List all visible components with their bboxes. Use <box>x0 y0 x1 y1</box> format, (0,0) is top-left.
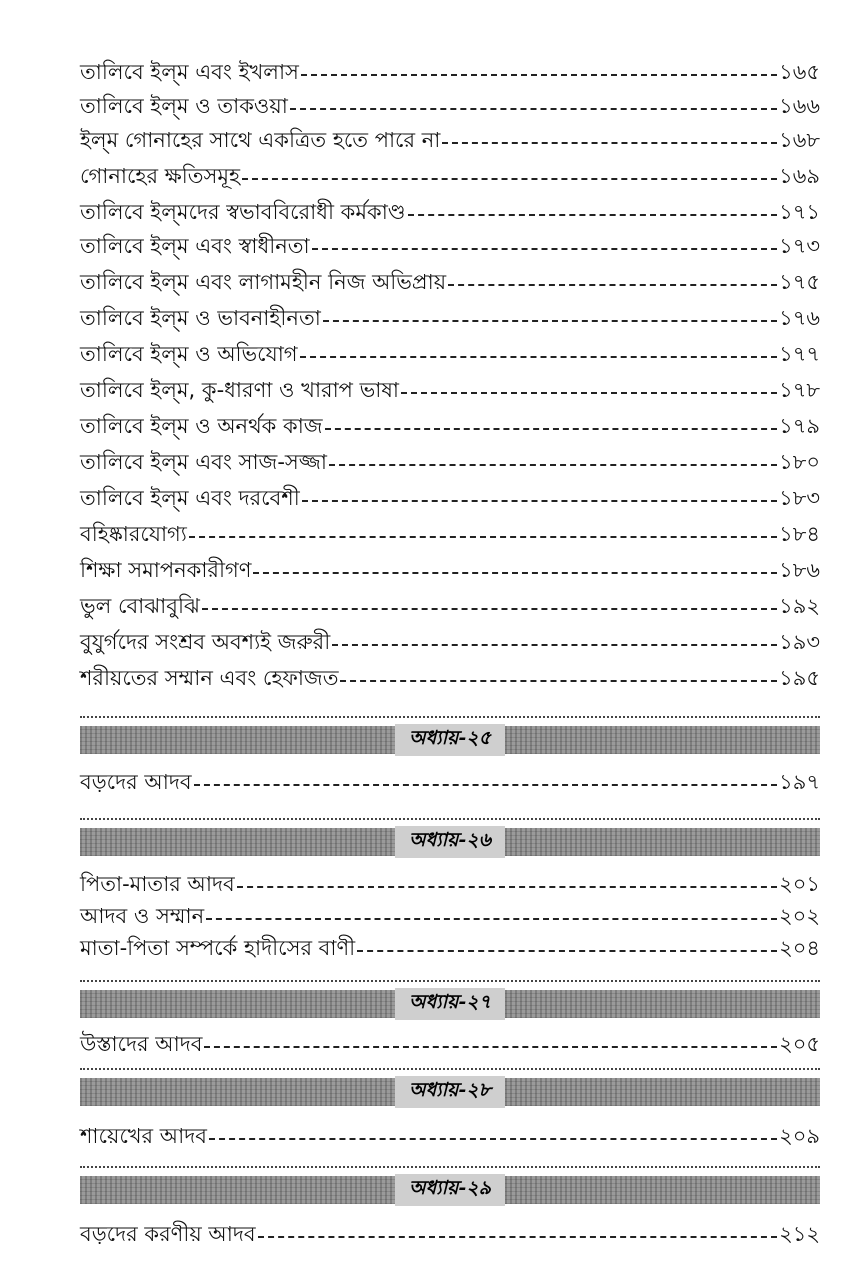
entry-page: ১৭৯ <box>779 413 820 438</box>
entry-page: ২০৪ <box>779 935 820 960</box>
entry-page: ১৬৫ <box>779 59 820 84</box>
entry-title: তালিবে ইল্‌মদের স্বভাববিরোধী কর্মকাণ্ড <box>80 199 406 224</box>
toc-entry <box>80 160 820 194</box>
chapter-heading: অধ্যায়-২৬ <box>395 826 505 858</box>
entry-page: ২১২ <box>779 1221 820 1246</box>
entry-page: ১৬৯ <box>779 163 820 188</box>
entry-page: ১৭৬ <box>779 305 820 330</box>
toc-entry <box>80 766 820 800</box>
toc-entry <box>80 518 820 552</box>
entry-page: ১৮৬ <box>779 557 820 582</box>
chapter-heading: অধ্যায়-২৮ <box>395 1076 505 1108</box>
leader-dots <box>448 284 777 286</box>
toc-entry <box>80 1028 820 1062</box>
entry-page: ১৯৫ <box>779 665 820 690</box>
leader-dots <box>312 248 777 250</box>
entry-title: মাতা-পিতা সম্পর্কে হাদীসের বাণী <box>80 935 356 960</box>
leader-dots <box>329 464 777 466</box>
toc-entry <box>80 196 820 230</box>
leader-dots <box>332 644 777 646</box>
leader-dots <box>301 74 777 76</box>
chapter-heading: অধ্যায়-২৭ <box>395 988 505 1020</box>
toc-entry <box>80 90 820 124</box>
entry-title: উস্তাদের আদব <box>80 1031 203 1056</box>
toc-entry <box>80 230 820 264</box>
toc-entry <box>80 374 820 408</box>
chapter-band <box>80 1176 820 1204</box>
entry-title: পিতা-মাতার আদব <box>80 871 235 896</box>
toc-entry <box>80 868 820 902</box>
entry-page: ১৮৩ <box>779 485 820 510</box>
entry-title: তালিবে ইল্‌ম এবং লাগামহীন নিজ অভিপ্রায় <box>80 269 447 294</box>
entry-page: ২০৫ <box>779 1031 820 1056</box>
leader-dots <box>206 918 777 920</box>
leader-dots <box>357 950 777 952</box>
entry-title: বড়দের করণীয় আদব <box>80 1221 256 1246</box>
entry-title: তালিবে ইল্‌ম এবং স্বাধীনতা <box>80 233 310 258</box>
entry-page: ১৭৫ <box>779 269 820 294</box>
entry-page: ১৬৮ <box>779 127 820 152</box>
entry-page: ১৮৪ <box>779 521 820 546</box>
leader-dots <box>209 1138 777 1140</box>
leader-dots <box>242 178 777 180</box>
chapter-heading: অধ্যায়-২৫ <box>395 724 505 756</box>
entry-page: ১৭৩ <box>779 233 820 258</box>
leader-dots <box>401 392 777 394</box>
toc-entry <box>80 266 820 300</box>
entry-title: ইল্‌ম গোনাহের সাথে একত্রিত হতে পারে না <box>80 127 441 152</box>
chapter-band <box>80 990 820 1018</box>
entry-page: ১৭৮ <box>779 377 820 402</box>
chapter-heading: অধ্যায়-২৯ <box>395 1174 505 1206</box>
entry-title: আদব ও সম্মান <box>80 903 205 928</box>
leader-dots <box>442 142 777 144</box>
leader-dots <box>302 500 777 502</box>
leader-dots <box>204 1046 777 1048</box>
leader-dots <box>194 784 777 786</box>
toc-entry <box>80 554 820 588</box>
leader-dots <box>300 356 777 358</box>
toc-entry <box>80 338 820 372</box>
entry-page: ১৭১ <box>779 199 820 224</box>
entry-page: ২০১ <box>779 871 820 896</box>
toc-entry <box>80 410 820 444</box>
entry-title: বহিষ্কারযোগ্য <box>80 521 187 546</box>
entry-title: ভুল বোঝাবুঝি <box>80 593 200 618</box>
chapter-band <box>80 828 820 856</box>
leader-dots <box>340 680 777 682</box>
leader-dots <box>253 572 777 574</box>
toc-entry <box>80 932 820 966</box>
leader-dots <box>290 108 777 110</box>
entry-title: তালিবে ইল্‌ম ও অভিযোগ <box>80 341 298 366</box>
leader-dots <box>189 536 777 538</box>
toc-entry <box>80 302 820 336</box>
entry-title: গোনাহের ক্ষতিসমূহ <box>80 163 241 188</box>
entry-title: তালিবে ইল্‌ম এবং সাজ-সজ্জা <box>80 449 327 474</box>
toc-entry <box>80 56 820 90</box>
entry-page: ১৯৭ <box>779 769 820 794</box>
toc-entry <box>80 626 820 660</box>
entry-page: ১৯২ <box>779 593 820 618</box>
toc-entry <box>80 124 820 158</box>
entry-title: শায়েখের আদব <box>80 1123 207 1148</box>
entry-page: ১৯৩ <box>779 629 820 654</box>
leader-dots <box>258 1236 777 1238</box>
entry-title: তালিবে ইল্‌ম, কু-ধারণা ও খারাপ ভাষা <box>80 377 400 402</box>
leader-dots <box>202 608 777 610</box>
toc-entry <box>80 482 820 516</box>
entry-page: ২০৯ <box>779 1123 820 1148</box>
entry-title: বড়দের আদব <box>80 769 192 794</box>
leader-dots <box>408 214 777 216</box>
entry-title: তালিবে ইল্‌ম এবং দরবেশী <box>80 485 300 510</box>
entry-page: ১৬৬ <box>779 93 820 118</box>
leader-dots <box>237 886 777 888</box>
chapter-band <box>80 1078 820 1106</box>
entry-title: শরীয়তের সম্মান এবং হেফাজত <box>80 665 339 690</box>
toc-entry <box>80 900 820 934</box>
entry-page: ২০২ <box>779 903 820 928</box>
toc-entry <box>80 662 820 696</box>
leader-dots <box>325 428 777 430</box>
entry-title: তালিবে ইল্‌ম ও অনর্থক কাজ <box>80 413 323 438</box>
toc-entry <box>80 1120 820 1154</box>
entry-title: তালিবে ইল্‌ম এবং ইখলাস <box>80 59 299 84</box>
entry-title: তালিবে ইল্‌ম ও ভাবনাহীনতা <box>80 305 321 330</box>
entry-title: তালিবে ইল্‌ম ও তাকওয়া <box>80 93 288 118</box>
toc-entry <box>80 590 820 624</box>
entry-title: বুযুর্গদের সংশ্রব অবশ্যই জরুরী <box>80 629 331 654</box>
leader-dots <box>323 320 777 322</box>
toc-entry <box>80 446 820 480</box>
entry-page: ১৮০ <box>779 449 820 474</box>
toc-entry <box>80 1218 820 1252</box>
entry-page: ১৭৭ <box>779 341 820 366</box>
entry-title: শিক্ষা সমাপনকারীগণ <box>80 557 252 582</box>
chapter-band <box>80 726 820 754</box>
